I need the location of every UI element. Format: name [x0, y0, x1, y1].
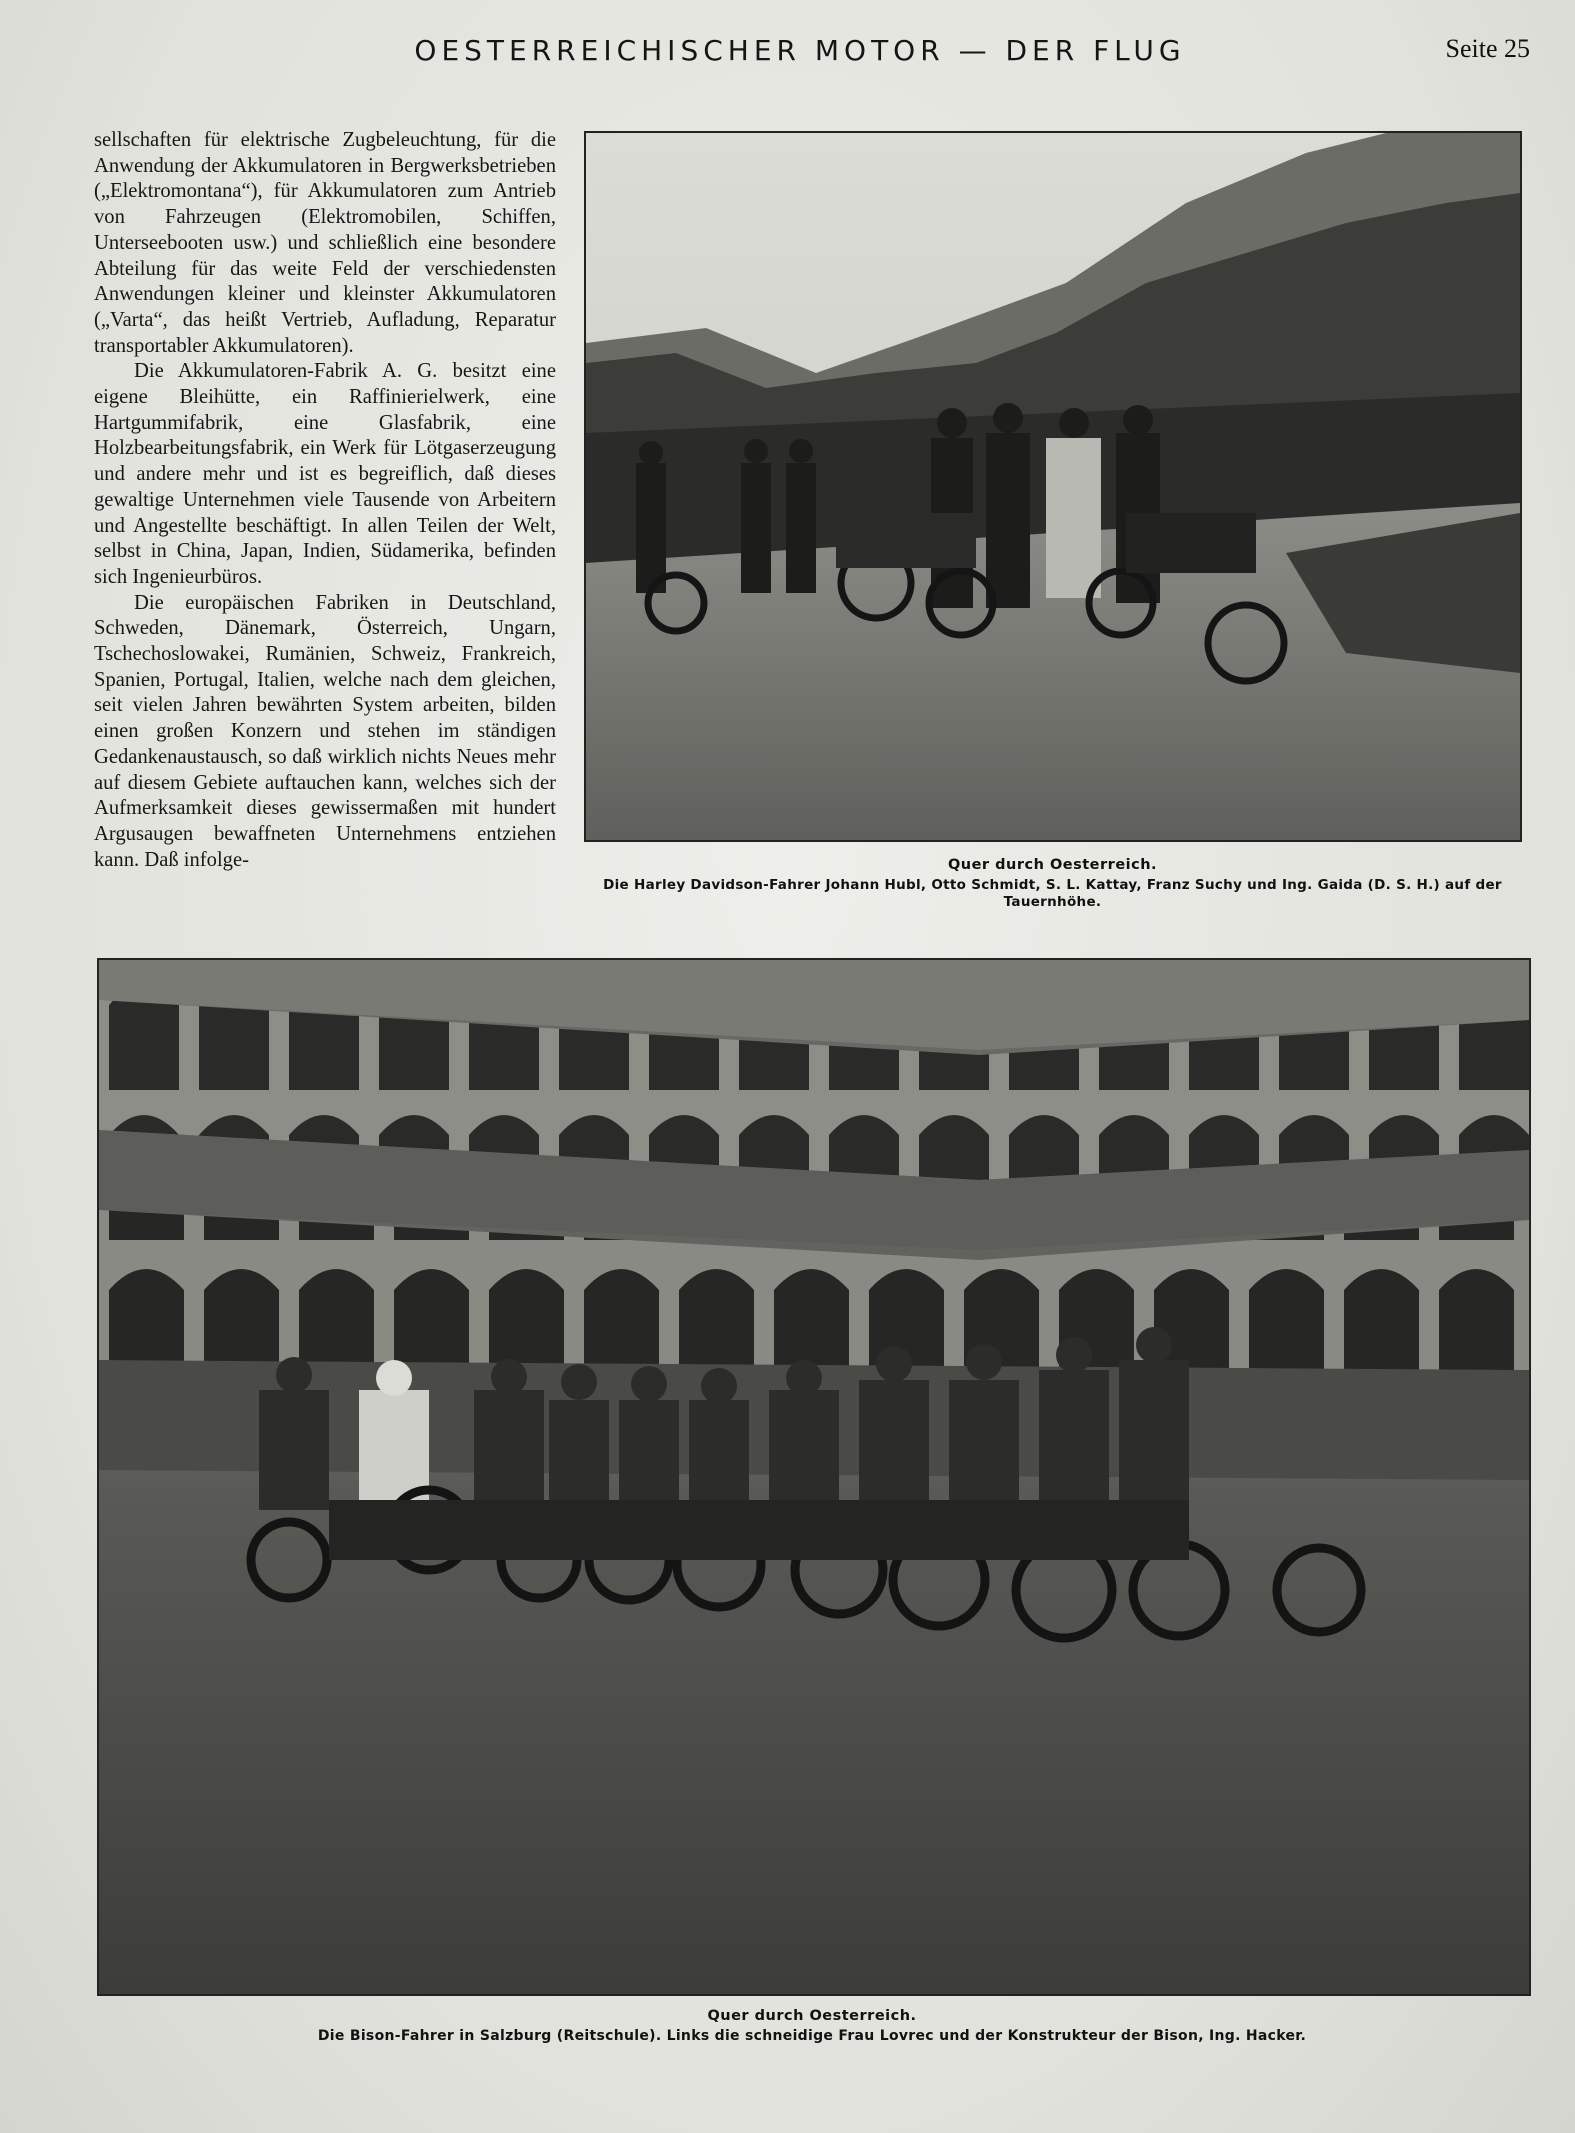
article-paragraph: Die europäischen Fabriken in Deutschland, Schweden, Dänemark, Österreich, Ungarn, Tschechoslowakei, Rumänien, Schweiz, Frankreich, Spanien, Portugal, Italien, welche nach dem gleichen, seit vielen Jahren bewährten System arbeiten, bilden einen großen Konzern und stehen im ständigen Gedankenaustausch, so daß wirklich nichts Neues mehr auf diesem Gebiete auftauchen kann, welches sich der Aufmerksamkeit dieses gewissermaßen mit hundert Argusaugen bewaffneten Unternehmens entziehen kann. Daß infolge-: [94, 591, 556, 871]
photo-mountain-pass-riders: [584, 131, 1522, 842]
article-text-column: [94, 128, 556, 873]
top-photo-caption-title: Quer durch Oesterreich.: [947, 857, 1158, 873]
photo-riding-school-riders: [97, 958, 1531, 1996]
journal-title: OESTERREICHISCHER MOTOR — DER FLUG: [414, 34, 1186, 67]
page-number: Seite 25: [1445, 34, 1530, 63]
top-photo-caption-text: Die Harley Davidson-Fahrer Johann Hubl, Otto Schmidt, S. L. Kattay, Franz Suchy und Ing. Gaida (D. S. H.) auf der Tauernhöhe.: [603, 877, 1502, 910]
article-paragraph: Die Akkumulatoren-Fabrik A. G. besitzt eine eigene Bleihütte, ein Raffinierielwerk, eine Hartgummifabrik, eine Glasfabrik, eine Holzbearbeitungsfabrik, ein Werk für Lötgaserzeugung und andere mehr und ist es begreiflich, daß dieses gewaltige Unternehmen viele Tausende von Arbeitern und Angestellte beschäftigt. In allen Teilen der Welt, selbst in China, Japan, Indien, Südamerika, befinden sich Ingenieurbüros.: [94, 360, 556, 588]
bottom-photo-caption-text: Die Bison-Fahrer in Salzburg (Reitschule). Links die schneidige Frau Lovrec und der Konstrukteur der Bison, Ing. Hacker.: [317, 2028, 1307, 2044]
bottom-photo-caption-title: Quer durch Oesterreich.: [707, 2008, 917, 2024]
article-paragraph: sellschaften für elektrische Zugbeleuchtung, für die Anwendung der Akkumulatoren in Bergwerksbetrieben („Elektromontana“), für Akkumulatoren zum Antrieb von Fahrzeugen (Elektromobilen, Schiffen, Unterseebooten usw.) und schließlich eine besondere Abteilung für das weite Feld der verschiedensten Anwendungen kleiner und kleinster Akkumulatoren („Varta“, das heißt Vertrieb, Aufladung, Reparatur transportabler Akkumulatoren).: [94, 129, 556, 357]
